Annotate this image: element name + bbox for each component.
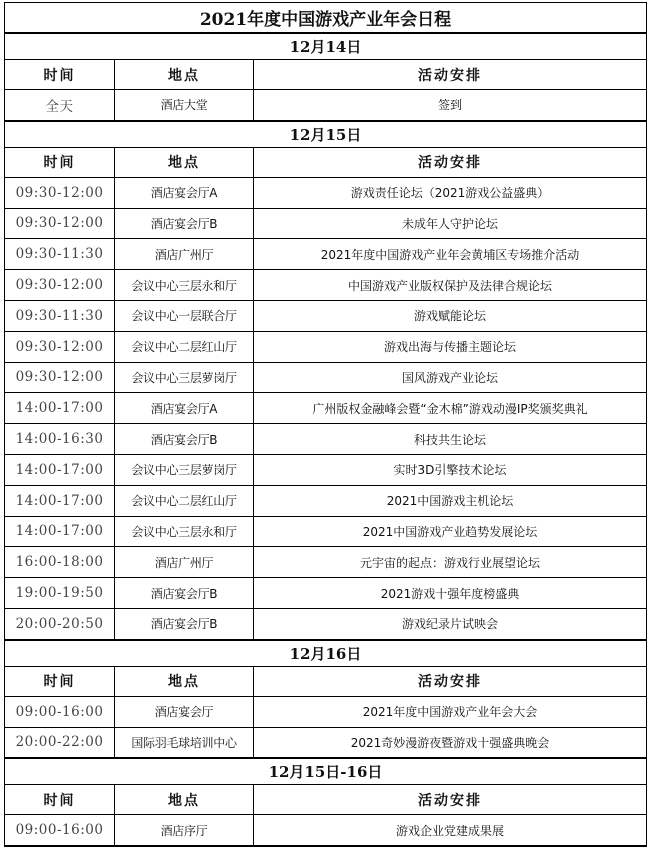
table-row [5,815,647,846]
venue-cell: 会议中心三层萝岗厅 [115,362,254,393]
activity-cell: 广州版权金融峰会暨“金木棉”游戏动漫IP奖颁奖典礼 [254,393,647,424]
activity-cell: 2021年度中国游戏产业年会大会 [254,696,647,727]
venue-cell: 国际羽毛球培训中心 [115,727,254,758]
table-row [5,696,647,727]
schedule-table [4,2,647,847]
section-date: 12月14日 [5,33,647,60]
table-row [5,547,647,578]
venue-cell: 酒店广州厅 [115,547,254,578]
activity-cell: 实时3D引擎技术论坛 [254,454,647,485]
header-row [5,60,647,90]
table-row [5,485,647,516]
table-row [5,393,647,424]
header-time: 时间 [5,60,115,90]
header-venue: 地点 [115,785,254,815]
activity-cell: 游戏赋能论坛 [254,300,647,331]
table-row [5,516,647,547]
venue-cell: 酒店宴会厅B [115,578,254,609]
header-activity: 活动安排 [254,785,647,815]
activity-cell: 2021中国游戏产业趋势发展论坛 [254,516,647,547]
header-row [5,666,647,696]
date-row [5,758,647,785]
table-row [5,239,647,270]
table-row [5,331,647,362]
venue-cell: 酒店宴会厅A [115,177,254,208]
activity-cell: 中国游戏产业版权保护及法律合规论坛 [254,270,647,301]
time-cell: 09:00-16:00 [5,815,115,846]
header-time: 时间 [5,147,115,177]
time-cell: 09:30-12:00 [5,208,115,239]
header-time: 时间 [5,666,115,696]
header-venue: 地点 [115,147,254,177]
time-cell: 09:30-11:30 [5,239,115,270]
section-date: 12月15日 [5,121,647,148]
activity-cell: 2021中国游戏主机论坛 [254,485,647,516]
venue-cell: 会议中心二层红山厅 [115,331,254,362]
table-row [5,90,647,121]
page-title: 2021年度中国游戏产业年会日程 [5,3,647,34]
venue-cell: 酒店宴会厅A [115,393,254,424]
activity-cell: 2021游戏十强年度榜盛典 [254,578,647,609]
activity-cell: 元宇宙的起点：游戏行业展望论坛 [254,547,647,578]
time-cell: 09:30-12:00 [5,331,115,362]
venue-cell: 酒店宴会厅B [115,608,254,639]
header-row [5,147,647,177]
header-venue: 地点 [115,60,254,90]
time-cell: 20:00-22:00 [5,727,115,758]
activity-cell: 游戏责任论坛（2021游戏公益盛典） [254,177,647,208]
venue-cell: 会议中心三层永和厅 [115,516,254,547]
table-row [5,300,647,331]
activity-cell: 科技共生论坛 [254,424,647,455]
activity-cell: 游戏出海与传播主题论坛 [254,331,647,362]
table-row [5,208,647,239]
title-row [5,3,647,34]
venue-cell: 酒店大堂 [115,90,254,121]
time-cell: 09:00-16:00 [5,696,115,727]
table-row [5,362,647,393]
activity-cell: 国风游戏产业论坛 [254,362,647,393]
date-row [5,640,647,667]
time-cell: 09:30-12:00 [5,270,115,301]
activity-cell: 2021奇妙漫游夜暨游戏十强盛典晚会 [254,727,647,758]
date-row [5,33,647,60]
time-cell: 09:30-12:00 [5,362,115,393]
venue-cell: 酒店序厅 [115,815,254,846]
table-row [5,454,647,485]
table-row [5,270,647,301]
time-cell: 20:00-20:50 [5,608,115,639]
time-cell: 14:00-17:00 [5,485,115,516]
venue-cell: 会议中心二层红山厅 [115,485,254,516]
venue-cell: 酒店宴会厅 [115,696,254,727]
venue-cell: 会议中心三层萝岗厅 [115,454,254,485]
table-row [5,578,647,609]
time-cell: 16:00-18:00 [5,547,115,578]
time-cell: 14:00-16:30 [5,424,115,455]
venue-cell: 会议中心一层联合厅 [115,300,254,331]
table-row [5,424,647,455]
time-cell: 全天 [5,90,115,121]
time-cell: 09:30-11:30 [5,300,115,331]
section-date: 12月16日 [5,640,647,667]
time-cell: 09:30-12:00 [5,177,115,208]
time-cell: 14:00-17:00 [5,393,115,424]
table-row [5,727,647,758]
section-date: 12月15日-16日 [5,758,647,785]
date-row [5,121,647,148]
header-row [5,785,647,815]
activity-cell: 签到 [254,90,647,121]
time-cell: 19:00-19:50 [5,578,115,609]
header-venue: 地点 [115,666,254,696]
time-cell: 14:00-17:00 [5,454,115,485]
venue-cell: 酒店宴会厅B [115,424,254,455]
table-row [5,608,647,639]
header-time: 时间 [5,785,115,815]
activity-cell: 游戏纪录片试映会 [254,608,647,639]
venue-cell: 酒店广州厅 [115,239,254,270]
activity-cell: 未成年人守护论坛 [254,208,647,239]
activity-cell: 2021年度中国游戏产业年会黄埔区专场推介活动 [254,239,647,270]
venue-cell: 会议中心三层永和厅 [115,270,254,301]
table-row [5,177,647,208]
header-activity: 活动安排 [254,666,647,696]
header-activity: 活动安排 [254,60,647,90]
activity-cell: 游戏企业党建成果展 [254,815,647,846]
time-cell: 14:00-17:00 [5,516,115,547]
venue-cell: 酒店宴会厅B [115,208,254,239]
header-activity: 活动安排 [254,147,647,177]
